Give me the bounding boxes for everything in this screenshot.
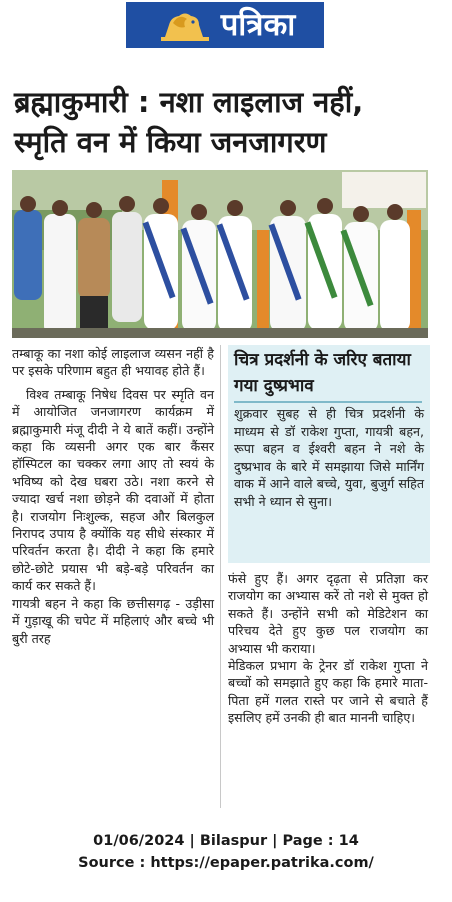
article-paragraph: विश्व तम्बाकू निषेध दिवस पर स्मृति वन में आयोजित जनजागरण कार्यक्रम में ब्रह्माकुमारी मंजू दीदी ने ये बातें कहीं। उन्होंने कहा कि व्यसनी अगर एक बार कैंसर हॉस्पिटल का चक्कर लगा आए तो स्वयं के भविष्य को देख घबरा उठे। नशा करने से ज्यादा खर्च नशा छोड़ने की दवाओं में होता है। राजयोग निःशुल्क, सहज और बिलकुल निरापद उपाय है क्योंकि यह सीधे संस्कार में परिवर्तन करता है। दीदी ने कहा कि हमारे छोटे-छोटे प्रयास भी बड़े-बड़े परिवर्तन का कार्य कर सकते हैं। — [12, 386, 214, 594]
article-right-column — [228, 570, 428, 810]
callout-separator — [234, 401, 422, 403]
article-left-column — [12, 345, 214, 808]
article-paragraph: तम्बाकू का नशा कोई लाइलाज व्यसन नहीं है पर इसके परिणाम बहुत ही भयावह होते हैं। — [12, 346, 214, 379]
headline — [14, 82, 440, 162]
headline-line-1: ब्रह्माकुमारी : नशा लाइलाज नहीं, — [14, 85, 364, 119]
masthead — [126, 2, 324, 48]
article-paragraph: फंसे हुए हैं। अगर दृढ़ता से प्रतिज्ञा कर राजयोग का अभ्यास करें तो नशे से मुक्त हो सकते हैं। उन्होंने सभी को मेडिटेशन का परिचय देते हुए कुछ पल राजयोग का अभ्यास भी कराया। — [228, 571, 428, 656]
callout-box — [228, 345, 430, 563]
headline-line-2: स्मृति वन में किया जनजागरण — [14, 125, 327, 159]
poster-board — [342, 172, 426, 208]
callout-heading: चित्र प्रदर्शनी के जरिए बताया गया दुष्प्रभाव — [234, 350, 411, 396]
column-divider — [220, 345, 221, 808]
callout-body: शुक्रवार सुबह से ही चित्र प्रदर्शनी के माध्यम से डॉ राकेश गुप्ता, गायत्री बहन, रूपा बहन व ईश्वरी बहन ने नशे के दुष्प्रभाव के बारे में समझाया जिसे मार्निंग वाक में आने वाले बच्चे, युवा, बुजुर्ग सहित सभी ने ध्यान से सुना। — [234, 406, 424, 509]
footer-source-line: Source : https://epaper.patrika.com/ — [78, 855, 374, 871]
lion-icon — [155, 7, 213, 43]
article-paragraph: गायत्री बहन ने कहा कि छत्तीसगढ़ - उड़ीसा में गुड़ाखू की चपेट में महिलाएं और बच्चे भी बुरी तरह — [12, 595, 214, 646]
source-footer — [0, 830, 452, 874]
article-paragraph: मेडिकल प्रभाग के ट्रेनर डॉ राकेश गुप्ता ने बच्चों को समझाते हुए कहा कि हमारे माता- पिता हमें गलत रास्ते पर जाने से बचाते हैं इसलिए हमें उनकी ही बात माननी चाहिए। — [228, 658, 428, 726]
footer-date-line: 01/06/2024 | Bilaspur | Page : 14 — [93, 833, 359, 849]
masthead-title: पत्रिका — [220, 6, 296, 43]
event-photo — [12, 170, 428, 338]
